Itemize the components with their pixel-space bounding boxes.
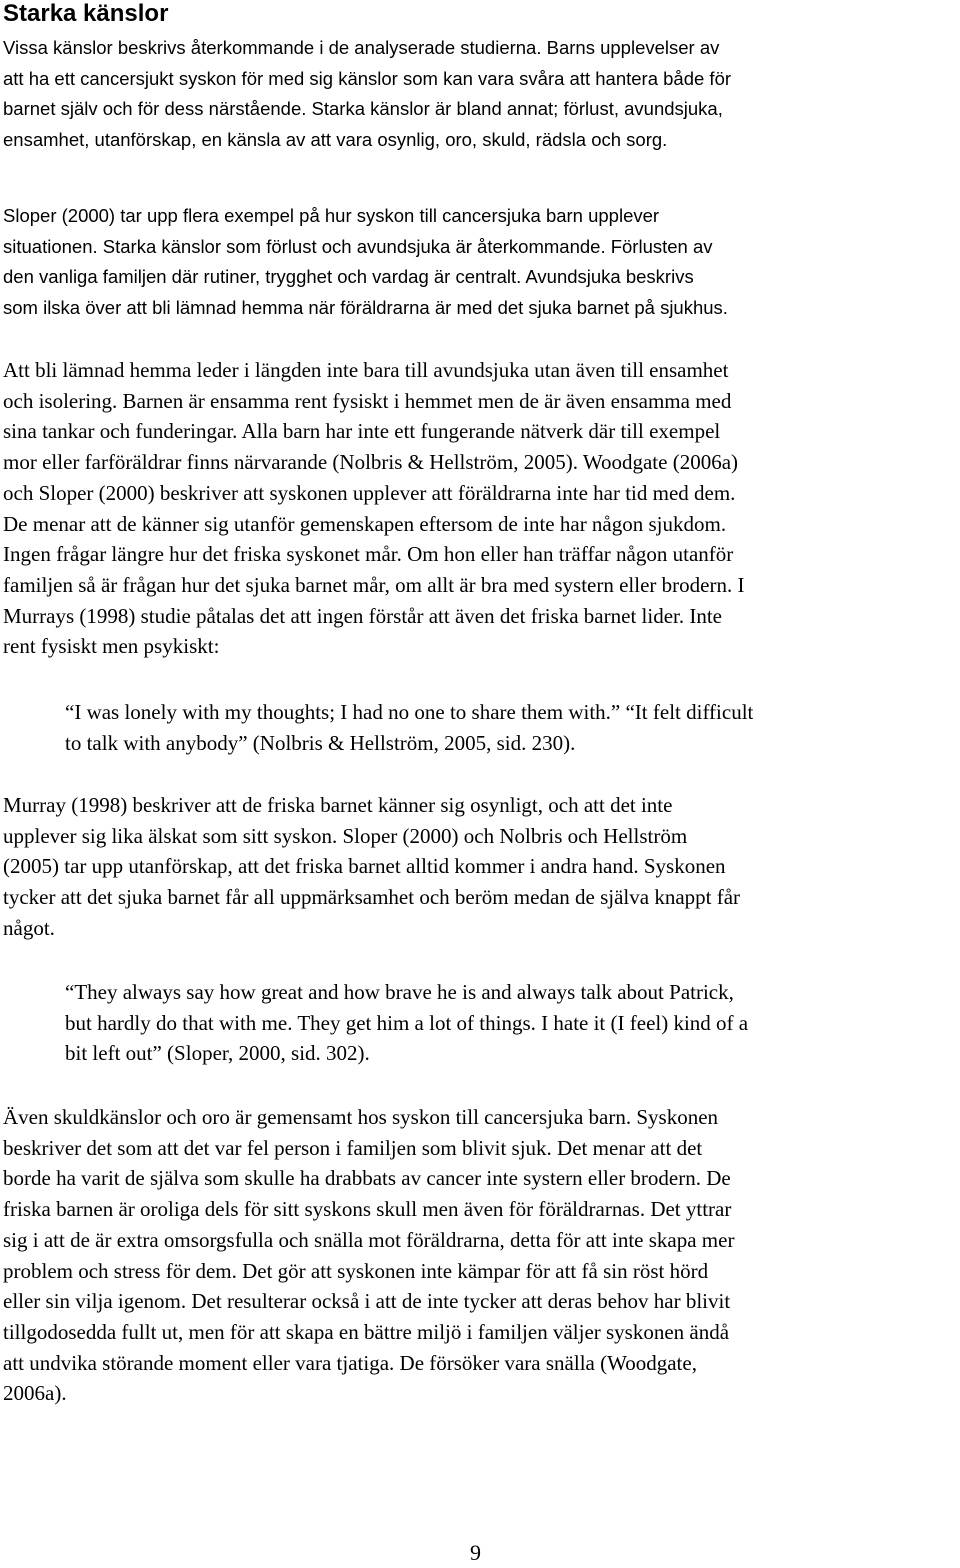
paragraph-sloper: Sloper (2000) tar upp flera exempel på hur syskon till cancersjuka barn upplever situationen. Starka känslor som förlust och avundsjuka är återkommande. Förlusten av den vanliga familjen där rutiner, trygghet och vardag är centralt. Avundsjuka beskrivs som ilska över att bli lämnad hemma när föräldrarna är med det sjuka barnet på sjukhus. — [3, 205, 728, 319]
page-number: 9 — [470, 1540, 481, 1565]
paragraph-intro: Vissa känslor beskrivs återkommande i de analyserade studierna. Barns upplevelser av att ha ett cancersjukt syskon för med sig känslor som kan vara svåra att hantera både för barnet själv och för dess närstående. Starka känslor är bland annat; förlust, avundsjuka, ensamhet, utanförskap, en känsla av att vara osynlig, oro, skuld, rädsla och sorg. — [3, 37, 732, 151]
paragraph-invisible: Murray (1998) beskriver att de friska barnet känner sig osynligt, och att det inte upplever sig lika älskat som sitt syskon. Sloper (2000) och Nolbris och Hellström (2005) tar upp utanförskap, att det friska barnet alltid kommer i andra hand. Syskonen tycker att det sjuka barnet får all uppmärksamhet och beröm medan de själva knappt får något. — [3, 793, 741, 940]
quote-lonely: “I was lonely with my thoughts; I had no one to share them with.” “It felt difficult to talk with anybody” (Nolbris & Hellström, 2005, sid. 230). — [65, 700, 754, 755]
paragraph-guilt: Även skuldkänslor och oro är gemensamt hos syskon till cancersjuka barn. Syskonen beskriver det som att det var fel person i familjen som blivit sjuk. Det menar att det borde ha varit de själva som skulle ha drabbats av cancer inte systern eller brodern. De friska barnen är oroliga dels för sitt syskons skull men även för föräldrarnas. Det yttrar sig i att de är extra omsorgsfulla och snälla mot föräldrarna, detta för att inte skapa mer problem och stress för dem. Det gör att syskonen inte kämpar för att få sin röst hörd eller sin vilja igenom. Det resulterar också i att de inte tycker att deras behov har blivit tillgodosedda fullt ut, men för att skapa en bättre miljö i familjen väljer syskonen ändå att undvika störande moment eller vara tjatiga. De försöker vara snälla (Woodgate, 2006a). — [3, 1105, 735, 1406]
quote-left-out: “They always say how great and how brave he is and always talk about Patrick, but hardly do that with me. They get him a lot of things. I hate it (I feel) kind of a bit left out” (Sloper, 2000, sid. 302). — [65, 980, 749, 1066]
paragraph-isolation: Att bli lämnad hemma leder i längden inte bara till avundsjuka utan även till ensamhet och isolering. Barnen är ensamma rent fysiskt i hemmet men de är även ensamma med sina tankar och funderingar. Alla barn har inte ett fungerande nätverk där till exempel mor eller farföräldrar finns närvarande (Nolbris & Hellström, 2005). Woodgate (2006a) och Sloper (2000) beskriver att syskonen upplever att föräldrarna inte har tid med dem. De menar att de känner sig utanför gemenskapen eftersom de inte har någon sjukdom. Ingen frågar längre hur det friska syskonet mår. Om hon eller han träffar någon utanför familjen så är frågan hur det sjuka barnet mår, om allt är bra med systern eller brodern. I Murrays (1998) studie påtalas det att ingen förstår att även det friska barnet lider. Inte rent fysiskt men psykiskt: — [3, 358, 745, 659]
section-heading: Starka känslor — [3, 0, 169, 27]
